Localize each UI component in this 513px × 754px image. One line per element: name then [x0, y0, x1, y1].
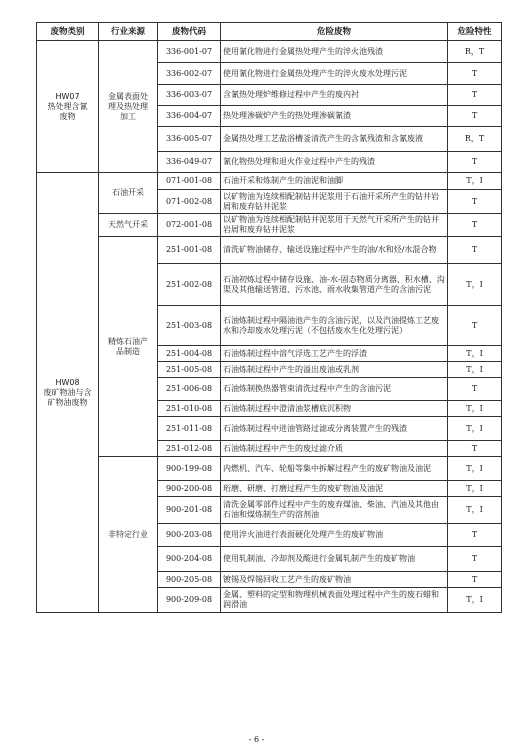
hazard-property-cell: T	[448, 441, 502, 457]
table-row	[37, 214, 502, 237]
waste-code-cell: 072-001-08	[158, 214, 221, 237]
hazard-property-cell: T，I	[448, 346, 502, 362]
hazard-property-cell: T	[448, 524, 502, 547]
waste-code-cell: 251-001-08	[158, 237, 221, 264]
waste-code-cell: 251-002-08	[158, 264, 221, 306]
hazardous-waste-description-cell: 珩磨、研磨、打磨过程产生的废矿物油及油泥	[221, 481, 448, 497]
industry-source-cell: 精炼石油产 品制造	[99, 237, 158, 457]
table-row	[37, 41, 502, 63]
waste-code-cell: 251-006-08	[158, 378, 221, 401]
industry-source-cell: 石油开采	[99, 173, 158, 214]
table-body	[37, 41, 502, 613]
table-row	[37, 173, 502, 190]
waste-code-cell: 251-012-08	[158, 441, 221, 457]
header-source: 行业来源	[99, 23, 158, 41]
hazardous-waste-table	[36, 22, 502, 613]
hazardous-waste-description-cell: 石油炼制过程中隔油池产生的含油污泥，以及汽油提炼工艺废水和冷却废水处理污泥（不包括废水生化处理污泥）	[221, 306, 448, 346]
waste-code-cell: 336-004-07	[158, 106, 221, 127]
hazard-property-cell: T	[448, 306, 502, 346]
hazardous-waste-description-cell: 金属、塑料的定型和物理机械表面处理过程中产生的废石蜡和润滑油	[221, 588, 448, 613]
hazardous-waste-description-cell: 石油炼制过程中产生的溢出废油或乳剂	[221, 362, 448, 378]
waste-code-cell: 336-002-07	[158, 63, 221, 85]
hazardous-waste-description-cell: 清洗金属零部件过程中产生的废弃煤油、柴油、汽油及其他由石油和煤炼制生产的溶剂油	[221, 497, 448, 524]
hazardous-waste-description-cell: 内燃机、汽车、轮船等集中拆解过程产生的废矿物油及油泥	[221, 457, 448, 481]
hazard-property-cell: T，I	[448, 497, 502, 524]
hazardous-waste-description-cell: 含氰热处理炉维修过程中产生的废内衬	[221, 85, 448, 106]
hazardous-waste-description-cell: 石油炼制换热器管束清洗过程中产生的含油污泥	[221, 378, 448, 401]
hazard-property-cell: T	[448, 152, 502, 173]
hazardous-waste-description-cell: 使用氰化物进行金属热处理产生的淬火废水处理污泥	[221, 63, 448, 85]
waste-code-cell: 251-011-08	[158, 417, 221, 441]
hazard-property-cell: T	[448, 237, 502, 264]
waste-code-cell: 071-001-08	[158, 173, 221, 190]
hazardous-waste-description-cell: 石油炼制过程中进油管路过滤或分离装置产生的残渣	[221, 417, 448, 441]
waste-code-cell: 071-002-08	[158, 190, 221, 214]
hazard-property-cell: T	[448, 106, 502, 127]
hazard-property-cell: T，I	[448, 401, 502, 417]
hazard-property-cell: T	[448, 85, 502, 106]
waste-code-cell: 900-209-08	[158, 588, 221, 613]
hazardous-waste-description-cell: 石油初炼过程中储存设施、油-水-固态物质分离器、积水槽、沟渠及其他输送管道、污水池、雨水收集管道产生的含油污泥	[221, 264, 448, 306]
header-hazardous-waste: 危险废物	[221, 23, 448, 41]
header-hazard-property: 危险特性	[448, 23, 502, 41]
header-category: 废物类别	[37, 23, 99, 41]
hazard-property-cell: T	[448, 572, 502, 588]
hazard-property-cell: T，I	[448, 457, 502, 481]
hazard-property-cell: T	[448, 547, 502, 572]
table-header-row	[37, 23, 502, 41]
waste-code-cell: 900-201-08	[158, 497, 221, 524]
hazardous-waste-description-cell: 石油开采和炼制产生的油泥和油脚	[221, 173, 448, 190]
hazardous-waste-description-cell: 石油炼制过程中产生的废过滤介质	[221, 441, 448, 457]
hazardous-waste-description-cell: 清洗矿物油储存、输送设施过程中产生的油/水和烃/水混合物	[221, 237, 448, 264]
waste-code-cell: 900-199-08	[158, 457, 221, 481]
hazardous-waste-description-cell: 镀锡及焊锡回收工艺产生的废矿物油	[221, 572, 448, 588]
hazard-property-cell: R，T	[448, 127, 502, 152]
waste-code-cell: 251-004-08	[158, 346, 221, 362]
waste-code-cell: 251-010-08	[158, 401, 221, 417]
hazardous-waste-description-cell: 石油炼制过程中溶气浮选工艺产生的浮渣	[221, 346, 448, 362]
industry-source-cell: 天然气开采	[99, 214, 158, 237]
hazard-property-cell: T	[448, 63, 502, 85]
hazard-property-cell: T	[448, 378, 502, 401]
hazardous-waste-description-cell: 金属热处理工艺盐浴槽釜清洗产生的含氰残渣和含氰废液	[221, 127, 448, 152]
industry-source-cell: 金属表面处 理及热处理 加工	[99, 41, 158, 173]
hazard-property-cell: T，I	[448, 417, 502, 441]
hazard-property-cell: T，I	[448, 362, 502, 378]
hazardous-waste-description-cell: 使用淬火油进行表面硬化处理产生的废矿物油	[221, 524, 448, 547]
hazardous-waste-description-cell: 以矿物油为连续相配制钻井泥浆用于石油开采所产生的钻井岩屑和废弃钻井泥浆	[221, 190, 448, 214]
waste-code-cell: 336-001-07	[158, 41, 221, 63]
hazardous-waste-description-cell: 使用轧制油、冷却剂及酸进行金属轧制产生的废矿物油	[221, 547, 448, 572]
hazard-property-cell: T，I	[448, 481, 502, 497]
hazard-property-cell: T	[448, 190, 502, 214]
waste-code-cell: 251-003-08	[158, 306, 221, 346]
hazardous-waste-description-cell: 使用氰化物进行金属热处理产生的淬火池残渣	[221, 41, 448, 63]
waste-code-cell: 251-005-08	[158, 362, 221, 378]
hazard-property-cell: T，I	[448, 264, 502, 306]
waste-code-cell: 900-200-08	[158, 481, 221, 497]
waste-category-cell: HW08 废矿物油与含 矿物油废物	[37, 173, 99, 613]
waste-category-cell: HW07 热处理含氰 废物	[37, 41, 99, 173]
hazardous-waste-description-cell: 石油炼制过程中澄清油浆槽底沉积物	[221, 401, 448, 417]
table-row	[37, 457, 502, 481]
hazardous-waste-description-cell: 热处理渗碳炉产生的热处理渗碳氰渣	[221, 106, 448, 127]
hazardous-waste-description-cell: 以矿物油为连续相配制钻井泥浆用于天然气开采所产生的钻井岩屑和废弃钻井泥浆	[221, 214, 448, 237]
hazard-property-cell: T	[448, 214, 502, 237]
hazard-property-cell: T，I	[448, 173, 502, 190]
waste-code-cell: 900-204-08	[158, 547, 221, 572]
waste-code-cell: 900-205-08	[158, 572, 221, 588]
page-number: - 6 -	[248, 735, 265, 744]
hazardous-waste-description-cell: 氰化物热处理和退火作业过程中产生的残渣	[221, 152, 448, 173]
table-row	[37, 237, 502, 264]
waste-code-cell: 336-003-07	[158, 85, 221, 106]
hazard-property-cell: R，T	[448, 41, 502, 63]
industry-source-cell: 非特定行业	[99, 457, 158, 613]
hazard-property-cell: T，I	[448, 588, 502, 613]
waste-code-cell: 336-005-07	[158, 127, 221, 152]
waste-code-cell: 900-203-08	[158, 524, 221, 547]
header-code: 废物代码	[158, 23, 221, 41]
waste-code-cell: 336-049-07	[158, 152, 221, 173]
